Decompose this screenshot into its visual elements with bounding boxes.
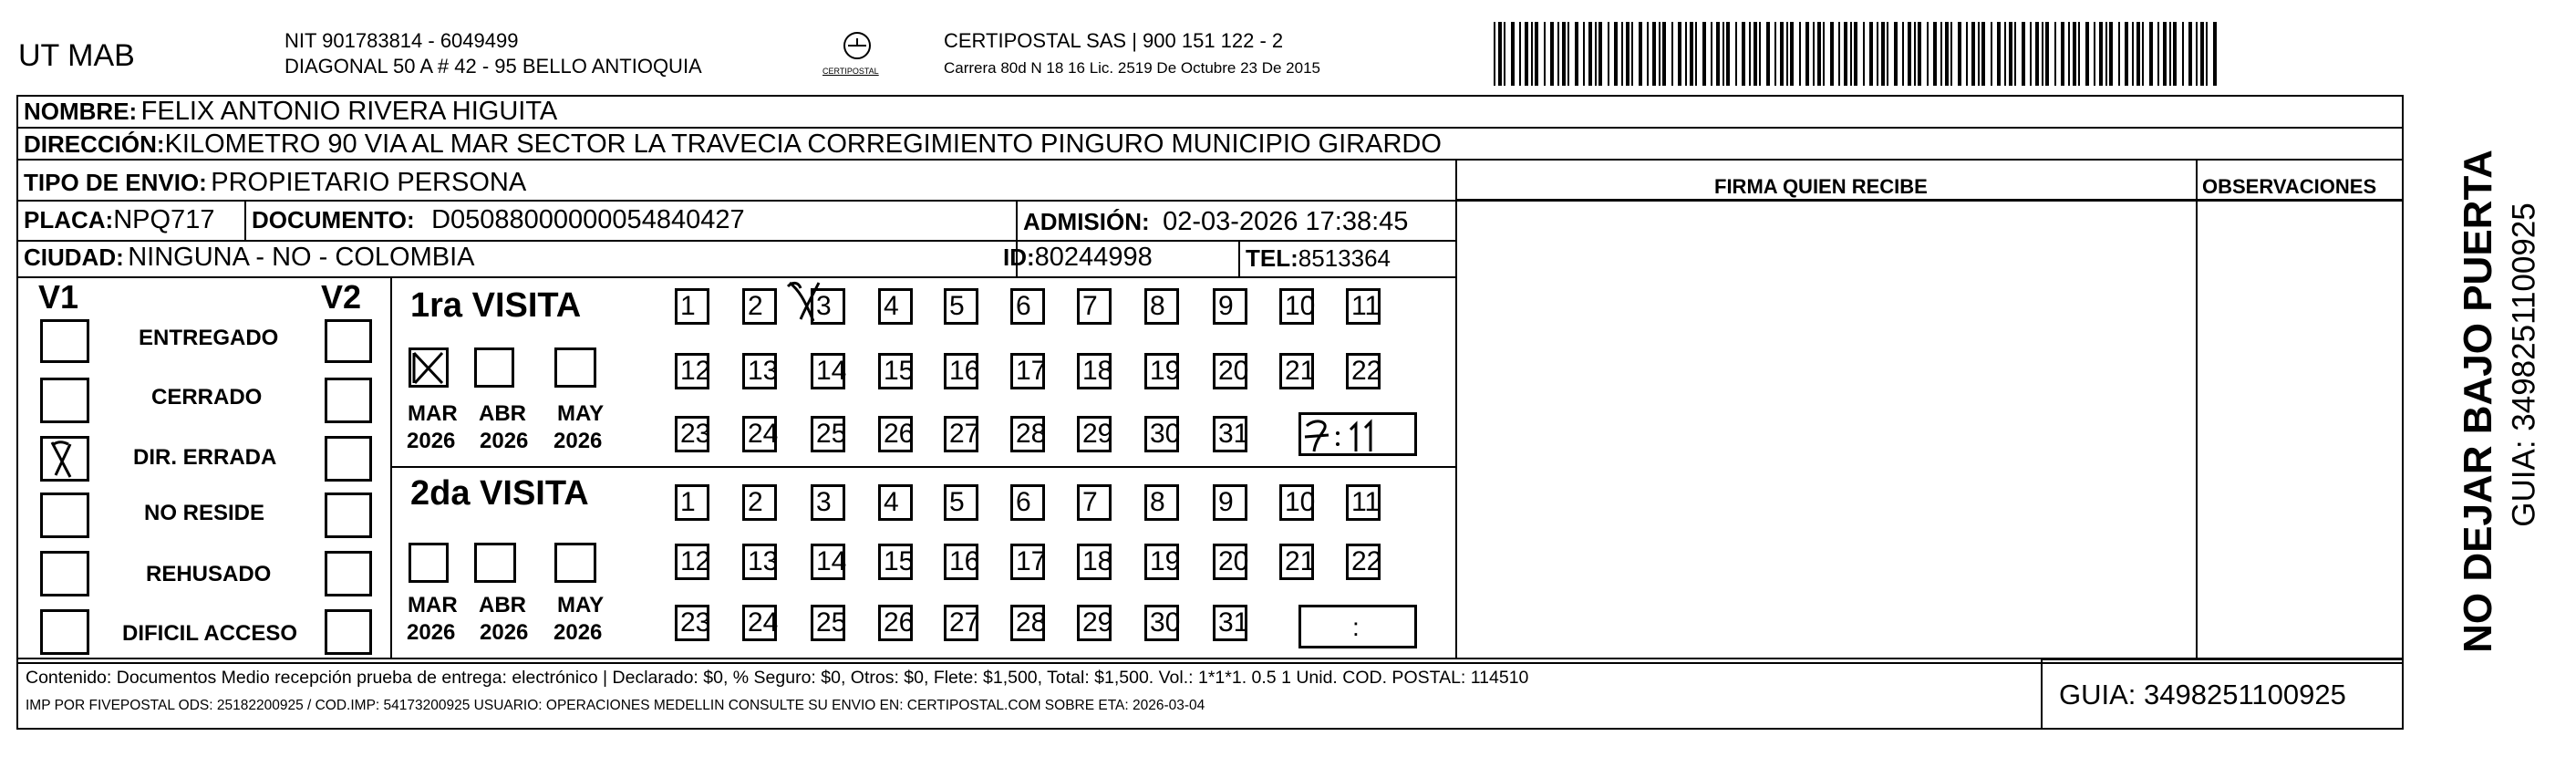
visit-2-day-31[interactable]: 31 [1213,605,1247,641]
company-address: DIAGONAL 50 A # 42 - 95 BELLO ANTIOQUIA [284,55,702,78]
barcode-bar [1966,22,1968,86]
barcode-bar [2163,22,2167,86]
visit-1-time-field[interactable] [1298,412,1417,456]
barcode-bar [2022,22,2025,86]
visit-2-month-may: MAY [557,593,605,617]
barcode-bar [1817,22,1821,86]
barcode-bar [1799,22,1801,86]
visit-2-abr-checkbox[interactable] [474,543,516,583]
status-entregado: ENTREGADO [139,326,279,350]
barcode-bar [1774,22,1776,86]
barcode-bar [1933,22,1937,86]
visit-1-day-7[interactable]: 7 [1077,288,1112,325]
visit-2-day-29[interactable]: 29 [1077,605,1112,641]
v1-rehusado-checkbox[interactable] [40,551,89,596]
observations-header: OBSERVACIONES [2202,175,2377,198]
barcode-bar [1531,22,1533,86]
barcode-bar [1535,22,1538,86]
visit-1-day-26[interactable]: 26 [878,416,913,452]
barcode-bar [1711,22,1712,86]
barcode-bar [1504,22,1505,86]
plate-label: PLACA: [24,206,114,233]
visit-2-day-7[interactable]: 7 [1077,484,1112,521]
barcode-bar [1766,22,1770,86]
barcode-bar [1498,22,1502,86]
v2-entregado-checkbox[interactable] [325,319,372,363]
barcode-icon [1494,22,2223,88]
visit-1-day-15[interactable]: 15 [878,353,913,389]
status-rehusado: REHUSADO [146,562,272,586]
visit-2-day-24[interactable]: 24 [742,605,777,641]
visit-2-day-27[interactable]: 27 [944,605,978,641]
signature-area[interactable] [1459,202,2192,654]
visit-1-day-3[interactable]: 3 [811,288,845,325]
logo-text: CERTIPOSTAL [822,67,879,76]
carrier-name: CERTIPOSTAL SAS | 900 151 122 - 2 [944,29,1284,52]
visit-1-day-20[interactable]: 20 [1213,353,1247,389]
visit-2-mar-checkbox[interactable] [409,543,449,583]
barcode-bar [2125,22,2128,86]
visit-1-day-23[interactable]: 23 [675,416,709,452]
visit-2-day-5[interactable]: 5 [944,484,978,521]
visit-1-month-mar: MAR [408,401,458,426]
barcode-bar [2149,22,2153,86]
visit-2-month-abr: ABR [479,593,526,617]
visit-2-month-mar: MAR [408,593,458,617]
visit-1-month-abr: ABR [479,401,526,426]
barcode-bar [2118,22,2120,86]
barcode-bar [1958,22,1961,86]
visit-2-day-17[interactable]: 17 [1010,544,1045,580]
visit-2-day-16[interactable]: 16 [944,544,978,580]
barcode-bar [2206,22,2208,86]
visit-1-day-25[interactable]: 25 [811,416,845,452]
name-label: NOMBRE: [24,98,138,125]
barcode-bar [1511,22,1515,86]
barcode-bar [1759,22,1761,86]
side-warning: NO DEJAR BAJO PUERTA [2456,150,2500,653]
barcode-bar [1971,22,1975,86]
visit-1-day-2[interactable]: 2 [742,288,777,325]
barcode-bar [1608,22,1609,86]
visit-2-day-22[interactable]: 22 [1346,544,1381,580]
handwritten-time-icon [1301,415,1414,455]
visit-1-day-27[interactable]: 27 [944,416,978,452]
barcode-bar [2109,22,2113,86]
visit-1-month-may: MAY [557,401,605,426]
barcode-bar [2078,22,2080,86]
visit-2-year-may: 2026 [553,620,603,645]
barcode-bar [1647,22,1649,86]
barcode-bar [2157,22,2159,86]
barcode-bar [1735,22,1737,86]
barcode-bar [1894,22,1898,86]
barcode-bar [1908,22,1911,86]
footer-print-line: IMP POR FIVEPOSTAL ODS: 25182200925 / COD.IMP: 54173200925 USUARIO: OPERACIONES MEDELLIN CONSULTE SU ENVIO EN: CERTIPOSTAL.COM SOBRE ETA: 2026-03-04 [26,698,1205,713]
visit-2-day-26[interactable]: 26 [878,605,913,641]
barcode-bar [1671,22,1673,86]
tel-value: 8513364 [1298,244,1391,272]
barcode-bar [1850,22,1852,86]
v2-label: V2 [321,278,362,316]
barcode-bar [2094,22,2095,86]
city-value: NINGUNA - NO - COLOMBIA [128,243,475,272]
barcode-bar [1598,22,1602,86]
barcode-bar [2142,22,2144,86]
visit-1-day-16[interactable]: 16 [944,353,978,389]
visit-2-day-10[interactable]: 10 [1279,484,1314,521]
status-dir-errada: DIR. ERRADA [133,445,277,470]
barcode-bar [1614,22,1618,86]
shipment-type-label: TIPO DE ENVIO: [24,169,207,196]
status-cerrado: CERRADO [151,385,263,410]
visit-1-mar-checkbox[interactable] [409,347,449,388]
barcode-bar [2068,22,2070,86]
barcode-bar [1830,22,1834,86]
document-label: DOCUMENTO: [252,206,415,233]
handwritten-strike-icon [786,279,850,327]
barcode-bar [2009,22,2012,86]
v2-no-reside-checkbox[interactable] [325,493,372,538]
barcode-bar [2132,22,2134,86]
barcode-bar [2061,22,2064,86]
barcode-bar [1790,22,1794,86]
visit-2-title: 2da VISITA [410,474,589,513]
v2-rehusado-checkbox[interactable] [325,551,372,596]
barcode-bar [2035,22,2039,86]
visit-2-day-2[interactable]: 2 [742,484,777,521]
barcode-bar [1662,22,1666,86]
visit-1-day-31[interactable]: 31 [1213,416,1247,452]
document-value: D05088000000054840427 [431,205,745,234]
visit-1-day-29[interactable]: 29 [1077,416,1112,452]
barcode-bar [1950,22,1952,86]
visit-2-time-field[interactable] [1298,605,1417,648]
visit-2-day-8[interactable]: 8 [1144,484,1179,521]
visit-1-day-13[interactable]: 13 [742,353,777,389]
visit-2-day-19[interactable]: 19 [1144,544,1179,580]
barcode-bar [1940,22,1942,86]
visit-2-year-mar: 2026 [407,620,456,645]
admission-label: ADMISIÓN: [1023,208,1150,235]
visit-1-day-17[interactable]: 17 [1010,353,1045,389]
barcode-bar [1887,22,1888,86]
v1-label: V1 [38,278,79,316]
barcode-bar [1652,22,1656,86]
barcode-bar [2014,22,2016,86]
visit-1-day-24[interactable]: 24 [742,416,777,452]
visit-2-day-14[interactable]: 14 [811,544,845,580]
observations-area[interactable] [2199,202,2400,654]
barcode-bar [1997,22,2001,86]
handwritten-x-icon [411,350,446,385]
visit-2-may-checkbox[interactable] [554,543,596,583]
visit-2-day-1[interactable]: 1 [675,484,709,521]
visit-2-day-23[interactable]: 23 [675,605,709,641]
visit-1-day-4[interactable]: 4 [878,288,913,325]
visit-2-day-30[interactable]: 30 [1144,605,1179,641]
visit-2-day-21[interactable]: 21 [1279,544,1314,580]
barcode-bar [2099,22,2103,86]
footer-content-line: Contenido: Documentos Medio recepción prueba de entrega: electrónico | Declarado: $0, % Seguro: $0, Otros: $0, Flete: $1,500, Total: $1,500. Vol.: 1*1*1. 0.5 1 Unid. COD. POSTAL: 114510 [26,668,1529,688]
company-nit: NIT 901783814 - 6049499 [284,29,519,52]
company-name: UT MAB [18,38,135,73]
barcode-bar [1695,22,1697,86]
address-label: DIRECCIÓN: [24,130,165,158]
barcode-bar [1813,22,1815,86]
visit-1-day-11[interactable]: 11 [1346,288,1381,325]
barcode-bar [1726,22,1730,86]
barcode-bar [1978,22,1980,86]
visit-2-day-12[interactable]: 12 [675,544,709,580]
barcode-bar [2200,22,2204,86]
visit-1-may-checkbox[interactable] [554,347,596,388]
visit-2-day-9[interactable]: 9 [1213,484,1247,521]
handwritten-x-icon [43,439,87,479]
barcode-bar [1918,22,1921,86]
visit-2-day-15[interactable]: 15 [878,544,913,580]
visit-1-day-14[interactable]: 14 [811,353,845,389]
barcode-bar [1588,22,1592,86]
barcode-bar [1742,22,1745,86]
v1-no-reside-checkbox[interactable] [40,493,89,538]
barcode-bar [1945,22,1949,86]
barcode-bar [1902,22,1904,86]
visit-1-year-mar: 2026 [407,429,456,453]
barcode-bar [1639,22,1642,86]
barcode-bar [1838,22,1840,86]
barcode-bar [1927,22,1929,86]
barcode-bar [2085,22,2089,86]
footer-frame [16,657,2404,730]
barcode-bar [1525,22,1528,86]
barcode-bar [1863,22,1865,86]
barcode-bar [1519,22,1521,86]
barcode-bar [1723,22,1724,86]
visit-1-day-1[interactable]: 1 [675,288,709,325]
barcode-bar [1914,22,1916,86]
barcode-bar [1981,22,1985,86]
barcode-bar [1749,22,1751,86]
barcode-bar [1631,22,1633,86]
shipment-type: PROPIETARIO PERSONA [211,168,527,197]
barcode-bar [1786,22,1788,86]
v1-dir-errada-checkbox[interactable] [40,436,89,482]
visit-1-day-12[interactable]: 12 [675,353,709,389]
barcode-bar [1823,22,1825,86]
barcode-bar [1567,22,1569,86]
barcode-bar [1550,22,1554,86]
visit-2-day-18[interactable]: 18 [1077,544,1112,580]
visit-1-title: 1ra VISITA [410,286,582,325]
barcode-bar [2054,22,2056,86]
v1-cerrado-checkbox[interactable] [40,378,89,423]
barcode-bar [1690,22,1693,86]
barcode-bar [1702,22,1706,86]
status-dificil-acceso: DIFICIL ACCESO [122,621,298,646]
visit-1-day-19[interactable]: 19 [1144,353,1179,389]
visit-1-day-18[interactable]: 18 [1077,353,1112,389]
visit-1-year-abr: 2026 [480,429,529,453]
visit-1-day-9[interactable]: 9 [1213,288,1247,325]
barcode-bar [1544,22,1546,86]
barcode-bar [2173,22,2177,86]
recipient-name: FELIX ANTONIO RIVERA HIGUITA [140,97,558,126]
barcode-bar [2004,22,2006,86]
plate-value: NPQ717 [113,205,215,234]
barcode-bar [1494,22,1495,86]
barcode-bar [2182,22,2184,86]
barcode-bar [1844,22,1847,86]
carrier-license: Carrera 80d N 18 16 Lic. 2519 De Octubre 23 De 2015 [944,59,1320,77]
v1-dificil-acceso-checkbox[interactable] [40,609,89,655]
barcode-bar [2196,22,2198,86]
barcode-bar [1562,22,1566,86]
side-guide: GUIA: 3498251100925 [2506,202,2542,527]
certipostal-logo [821,27,894,82]
barcode-bar [1780,22,1784,86]
visit-1-year-may: 2026 [553,429,603,453]
barcode-bar [1716,22,1720,86]
visit-2-day-20[interactable]: 20 [1213,544,1247,580]
visit-2-time-value: : [1352,613,1360,641]
id-value: 80244998 [1034,243,1153,272]
visit-2-day-6[interactable]: 6 [1010,484,1045,521]
barcode-bar [1685,22,1687,86]
visit-2-day-13[interactable]: 13 [742,544,777,580]
barcode-bar [2213,22,2217,86]
barcode-bar [1881,22,1885,86]
barcode-bar [1805,22,1809,86]
barcode-bar [2042,22,2043,86]
barcode-bar [1583,22,1585,86]
city-label: CIUDAD: [24,244,124,271]
visit-2-day-28[interactable]: 28 [1010,605,1045,641]
barcode-bar [1754,22,1757,86]
v2-dir-errada-checkbox[interactable] [325,436,372,482]
visit-1-day-6[interactable]: 6 [1010,288,1045,325]
barcode-bar [1659,22,1660,86]
footer-guide: GUIA: 3498251100925 [2059,679,2346,710]
barcode-bar [2030,22,2032,86]
visit-1-day-10[interactable]: 10 [1279,288,1314,325]
v2-cerrado-checkbox[interactable] [325,378,372,423]
tel-label: TEL: [1246,244,1298,272]
barcode-bar [2136,22,2140,86]
barcode-bar [1991,22,1992,86]
visit-1-day-5[interactable]: 5 [944,288,978,325]
visit-1-day-22[interactable]: 22 [1346,353,1381,389]
v1-entregado-checkbox[interactable] [40,319,89,363]
visit-2-day-3[interactable]: 3 [811,484,845,521]
visit-2-day-11[interactable]: 11 [1346,484,1381,521]
visit-1-abr-checkbox[interactable] [474,347,514,388]
barcode-bar [1854,22,1857,86]
visit-2-day-25[interactable]: 25 [811,605,845,641]
recipient-address: KILOMETRO 90 VIA AL MAR SECTOR LA TRAVECIA CORREGIMIENTO PINGURO MUNICIPIO GIRARDO [164,130,1442,159]
barcode-bar [1621,22,1623,86]
barcode-bar [1869,22,1873,86]
barcode-bar [1678,22,1681,86]
admission-value: 02-03-2026 17:38:45 [1163,207,1409,236]
status-no-reside: NO RESIDE [144,501,265,525]
visit-1-day-28[interactable]: 28 [1010,416,1045,452]
barcode-bar [1877,22,1878,86]
barcode-bar [1557,22,1559,86]
barcode-bar [1575,22,1578,86]
id-label: ID: [1003,244,1035,271]
visit-1-day-8[interactable]: 8 [1144,288,1179,325]
barcode-bar [1626,22,1629,86]
v2-dificil-acceso-checkbox[interactable] [325,609,372,655]
barcode-bar [2169,22,2171,86]
barcode-bar [2045,22,2049,86]
signature-header: FIRMA QUIEN RECIBE [1714,175,1928,198]
barcode-bar [2188,22,2192,86]
barcode-bar [2073,22,2076,86]
visit-1-day-21[interactable]: 21 [1279,353,1314,389]
visit-2-day-4[interactable]: 4 [878,484,913,521]
barcode-bar [2105,22,2107,86]
visit-2-year-abr: 2026 [480,620,529,645]
visit-1-day-30[interactable]: 30 [1144,416,1179,452]
barcode-bar [1595,22,1597,86]
